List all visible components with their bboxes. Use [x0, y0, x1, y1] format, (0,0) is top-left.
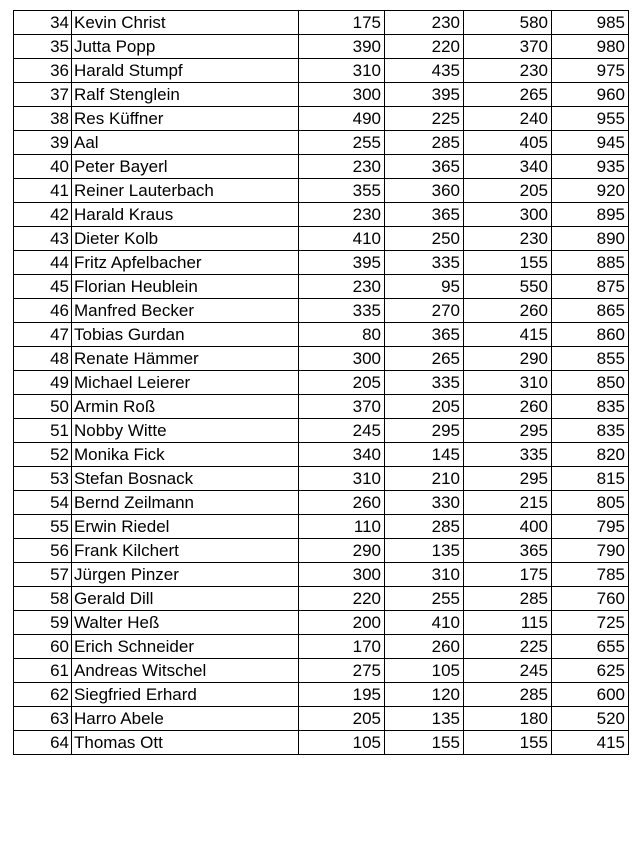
rank-cell: 49 — [14, 371, 72, 395]
table-row — [14, 635, 629, 659]
rank-cell: 39 — [14, 131, 72, 155]
score-cell-1: 290 — [299, 539, 385, 563]
score-cell-2: 250 — [385, 227, 464, 251]
score-cell-1: 490 — [299, 107, 385, 131]
name-cell: Siegfried Erhard — [72, 683, 299, 707]
table-row — [14, 323, 629, 347]
score-cell-3: 415 — [464, 323, 552, 347]
total-cell: 795 — [552, 515, 629, 539]
score-cell-2: 365 — [385, 155, 464, 179]
name-cell: Peter Bayerl — [72, 155, 299, 179]
rank-cell: 64 — [14, 731, 72, 755]
rank-cell: 52 — [14, 443, 72, 467]
rank-cell: 34 — [14, 11, 72, 35]
name-cell: Kevin Christ — [72, 11, 299, 35]
table-row — [14, 347, 629, 371]
score-cell-1: 370 — [299, 395, 385, 419]
score-cell-3: 230 — [464, 59, 552, 83]
score-cell-1: 170 — [299, 635, 385, 659]
score-cell-3: 115 — [464, 611, 552, 635]
score-cell-1: 80 — [299, 323, 385, 347]
score-cell-3: 370 — [464, 35, 552, 59]
name-cell: Erich Schneider — [72, 635, 299, 659]
name-cell: Harro Abele — [72, 707, 299, 731]
score-cell-2: 285 — [385, 131, 464, 155]
rank-cell: 60 — [14, 635, 72, 659]
score-cell-1: 245 — [299, 419, 385, 443]
total-cell: 855 — [552, 347, 629, 371]
rank-cell: 48 — [14, 347, 72, 371]
name-cell: Thomas Ott — [72, 731, 299, 755]
rank-cell: 46 — [14, 299, 72, 323]
name-cell: Ralf Stenglein — [72, 83, 299, 107]
score-cell-1: 205 — [299, 371, 385, 395]
total-cell: 725 — [552, 611, 629, 635]
table-row — [14, 539, 629, 563]
total-cell: 860 — [552, 323, 629, 347]
rank-cell: 51 — [14, 419, 72, 443]
table-row — [14, 611, 629, 635]
total-cell: 815 — [552, 467, 629, 491]
score-cell-2: 365 — [385, 323, 464, 347]
score-cell-3: 550 — [464, 275, 552, 299]
total-cell: 520 — [552, 707, 629, 731]
total-cell: 805 — [552, 491, 629, 515]
name-cell: Florian Heublein — [72, 275, 299, 299]
name-cell: Dieter Kolb — [72, 227, 299, 251]
rank-cell: 62 — [14, 683, 72, 707]
score-cell-1: 310 — [299, 59, 385, 83]
score-cell-2: 330 — [385, 491, 464, 515]
total-cell: 655 — [552, 635, 629, 659]
score-cell-1: 195 — [299, 683, 385, 707]
score-cell-2: 210 — [385, 467, 464, 491]
table-row — [14, 203, 629, 227]
score-cell-1: 410 — [299, 227, 385, 251]
table-row — [14, 563, 629, 587]
total-cell: 960 — [552, 83, 629, 107]
table-row — [14, 707, 629, 731]
rank-cell: 47 — [14, 323, 72, 347]
results-table-body — [14, 11, 629, 755]
table-row — [14, 35, 629, 59]
score-cell-1: 260 — [299, 491, 385, 515]
score-cell-3: 310 — [464, 371, 552, 395]
total-cell: 920 — [552, 179, 629, 203]
total-cell: 945 — [552, 131, 629, 155]
score-cell-2: 155 — [385, 731, 464, 755]
score-cell-2: 365 — [385, 203, 464, 227]
score-cell-1: 205 — [299, 707, 385, 731]
score-cell-2: 295 — [385, 419, 464, 443]
score-cell-2: 285 — [385, 515, 464, 539]
total-cell: 885 — [552, 251, 629, 275]
score-cell-3: 285 — [464, 587, 552, 611]
score-cell-2: 265 — [385, 347, 464, 371]
score-cell-1: 255 — [299, 131, 385, 155]
score-cell-3: 155 — [464, 731, 552, 755]
name-cell: Gerald Dill — [72, 587, 299, 611]
score-cell-1: 105 — [299, 731, 385, 755]
score-cell-1: 230 — [299, 203, 385, 227]
table-row — [14, 419, 629, 443]
total-cell: 625 — [552, 659, 629, 683]
table-row — [14, 515, 629, 539]
table-row — [14, 179, 629, 203]
score-cell-2: 205 — [385, 395, 464, 419]
total-cell: 890 — [552, 227, 629, 251]
total-cell: 865 — [552, 299, 629, 323]
score-cell-3: 290 — [464, 347, 552, 371]
score-cell-3: 300 — [464, 203, 552, 227]
total-cell: 985 — [552, 11, 629, 35]
score-cell-3: 340 — [464, 155, 552, 179]
score-cell-1: 395 — [299, 251, 385, 275]
table-row — [14, 731, 629, 755]
score-cell-3: 365 — [464, 539, 552, 563]
name-cell: Reiner Lauterbach — [72, 179, 299, 203]
score-cell-3: 295 — [464, 419, 552, 443]
table-row — [14, 659, 629, 683]
score-cell-3: 265 — [464, 83, 552, 107]
table-row — [14, 467, 629, 491]
score-cell-2: 145 — [385, 443, 464, 467]
rank-cell: 41 — [14, 179, 72, 203]
rank-cell: 40 — [14, 155, 72, 179]
score-cell-1: 340 — [299, 443, 385, 467]
rank-cell: 44 — [14, 251, 72, 275]
score-cell-3: 400 — [464, 515, 552, 539]
score-cell-1: 275 — [299, 659, 385, 683]
score-cell-3: 245 — [464, 659, 552, 683]
score-cell-2: 255 — [385, 587, 464, 611]
total-cell: 895 — [552, 203, 629, 227]
score-cell-1: 175 — [299, 11, 385, 35]
rank-cell: 36 — [14, 59, 72, 83]
name-cell: Stefan Bosnack — [72, 467, 299, 491]
table-row — [14, 371, 629, 395]
score-cell-3: 295 — [464, 467, 552, 491]
total-cell: 835 — [552, 419, 629, 443]
rank-cell: 56 — [14, 539, 72, 563]
score-cell-2: 335 — [385, 251, 464, 275]
name-cell: Manfred Becker — [72, 299, 299, 323]
name-cell: Fritz Apfelbacher — [72, 251, 299, 275]
table-row — [14, 299, 629, 323]
score-cell-2: 120 — [385, 683, 464, 707]
score-cell-1: 200 — [299, 611, 385, 635]
name-cell: Renate Hämmer — [72, 347, 299, 371]
score-cell-3: 225 — [464, 635, 552, 659]
rank-cell: 38 — [14, 107, 72, 131]
name-cell: Bernd Zeilmann — [72, 491, 299, 515]
score-cell-1: 230 — [299, 155, 385, 179]
total-cell: 875 — [552, 275, 629, 299]
score-cell-2: 360 — [385, 179, 464, 203]
score-cell-1: 300 — [299, 83, 385, 107]
score-cell-2: 135 — [385, 539, 464, 563]
rank-cell: 63 — [14, 707, 72, 731]
table-row — [14, 587, 629, 611]
name-cell: Tobias Gurdan — [72, 323, 299, 347]
name-cell: Aal — [72, 131, 299, 155]
score-cell-3: 155 — [464, 251, 552, 275]
total-cell: 935 — [552, 155, 629, 179]
score-cell-2: 260 — [385, 635, 464, 659]
name-cell: Jutta Popp — [72, 35, 299, 59]
name-cell: Michael Leierer — [72, 371, 299, 395]
name-cell: Erwin Riedel — [72, 515, 299, 539]
score-cell-2: 270 — [385, 299, 464, 323]
score-cell-1: 390 — [299, 35, 385, 59]
score-cell-3: 285 — [464, 683, 552, 707]
total-cell: 600 — [552, 683, 629, 707]
table-row — [14, 251, 629, 275]
score-cell-2: 230 — [385, 11, 464, 35]
rank-cell: 61 — [14, 659, 72, 683]
score-cell-2: 435 — [385, 59, 464, 83]
total-cell: 760 — [552, 587, 629, 611]
total-cell: 975 — [552, 59, 629, 83]
table-row — [14, 683, 629, 707]
score-cell-2: 335 — [385, 371, 464, 395]
score-cell-3: 405 — [464, 131, 552, 155]
score-cell-3: 180 — [464, 707, 552, 731]
total-cell: 820 — [552, 443, 629, 467]
score-cell-1: 220 — [299, 587, 385, 611]
score-cell-3: 240 — [464, 107, 552, 131]
score-cell-1: 355 — [299, 179, 385, 203]
table-row — [14, 491, 629, 515]
table-row — [14, 83, 629, 107]
score-cell-2: 225 — [385, 107, 464, 131]
total-cell: 955 — [552, 107, 629, 131]
score-cell-1: 335 — [299, 299, 385, 323]
rank-cell: 58 — [14, 587, 72, 611]
score-cell-2: 310 — [385, 563, 464, 587]
rank-cell: 53 — [14, 467, 72, 491]
score-cell-3: 205 — [464, 179, 552, 203]
score-cell-1: 230 — [299, 275, 385, 299]
table-row — [14, 11, 629, 35]
score-cell-2: 105 — [385, 659, 464, 683]
name-cell: Andreas Witschel — [72, 659, 299, 683]
score-cell-1: 110 — [299, 515, 385, 539]
name-cell: Harald Stumpf — [72, 59, 299, 83]
rank-cell: 35 — [14, 35, 72, 59]
rank-cell: 37 — [14, 83, 72, 107]
total-cell: 980 — [552, 35, 629, 59]
score-cell-3: 260 — [464, 299, 552, 323]
rank-cell: 54 — [14, 491, 72, 515]
name-cell: Walter Heß — [72, 611, 299, 635]
score-cell-3: 260 — [464, 395, 552, 419]
score-cell-1: 300 — [299, 347, 385, 371]
name-cell: Frank Kilchert — [72, 539, 299, 563]
table-row — [14, 59, 629, 83]
score-cell-2: 95 — [385, 275, 464, 299]
table-row — [14, 395, 629, 419]
total-cell: 835 — [552, 395, 629, 419]
table-row — [14, 227, 629, 251]
name-cell: Monika Fick — [72, 443, 299, 467]
score-cell-2: 135 — [385, 707, 464, 731]
rank-cell: 45 — [14, 275, 72, 299]
table-row — [14, 107, 629, 131]
table-row — [14, 155, 629, 179]
name-cell: Nobby Witte — [72, 419, 299, 443]
table-row — [14, 443, 629, 467]
score-cell-1: 310 — [299, 467, 385, 491]
score-cell-3: 175 — [464, 563, 552, 587]
rank-cell: 42 — [14, 203, 72, 227]
rank-cell: 55 — [14, 515, 72, 539]
score-cell-1: 300 — [299, 563, 385, 587]
name-cell: Harald Kraus — [72, 203, 299, 227]
name-cell: Jürgen Pinzer — [72, 563, 299, 587]
table-row — [14, 275, 629, 299]
name-cell: Res Küffner — [72, 107, 299, 131]
score-cell-2: 220 — [385, 35, 464, 59]
score-cell-2: 395 — [385, 83, 464, 107]
total-cell: 415 — [552, 731, 629, 755]
total-cell: 790 — [552, 539, 629, 563]
score-cell-3: 230 — [464, 227, 552, 251]
total-cell: 850 — [552, 371, 629, 395]
rank-cell: 43 — [14, 227, 72, 251]
score-cell-3: 335 — [464, 443, 552, 467]
total-cell: 785 — [552, 563, 629, 587]
score-cell-2: 410 — [385, 611, 464, 635]
name-cell: Armin Roß — [72, 395, 299, 419]
rank-cell: 57 — [14, 563, 72, 587]
score-cell-3: 580 — [464, 11, 552, 35]
table-row — [14, 131, 629, 155]
rank-cell: 59 — [14, 611, 72, 635]
score-cell-3: 215 — [464, 491, 552, 515]
results-table — [13, 10, 629, 755]
rank-cell: 50 — [14, 395, 72, 419]
